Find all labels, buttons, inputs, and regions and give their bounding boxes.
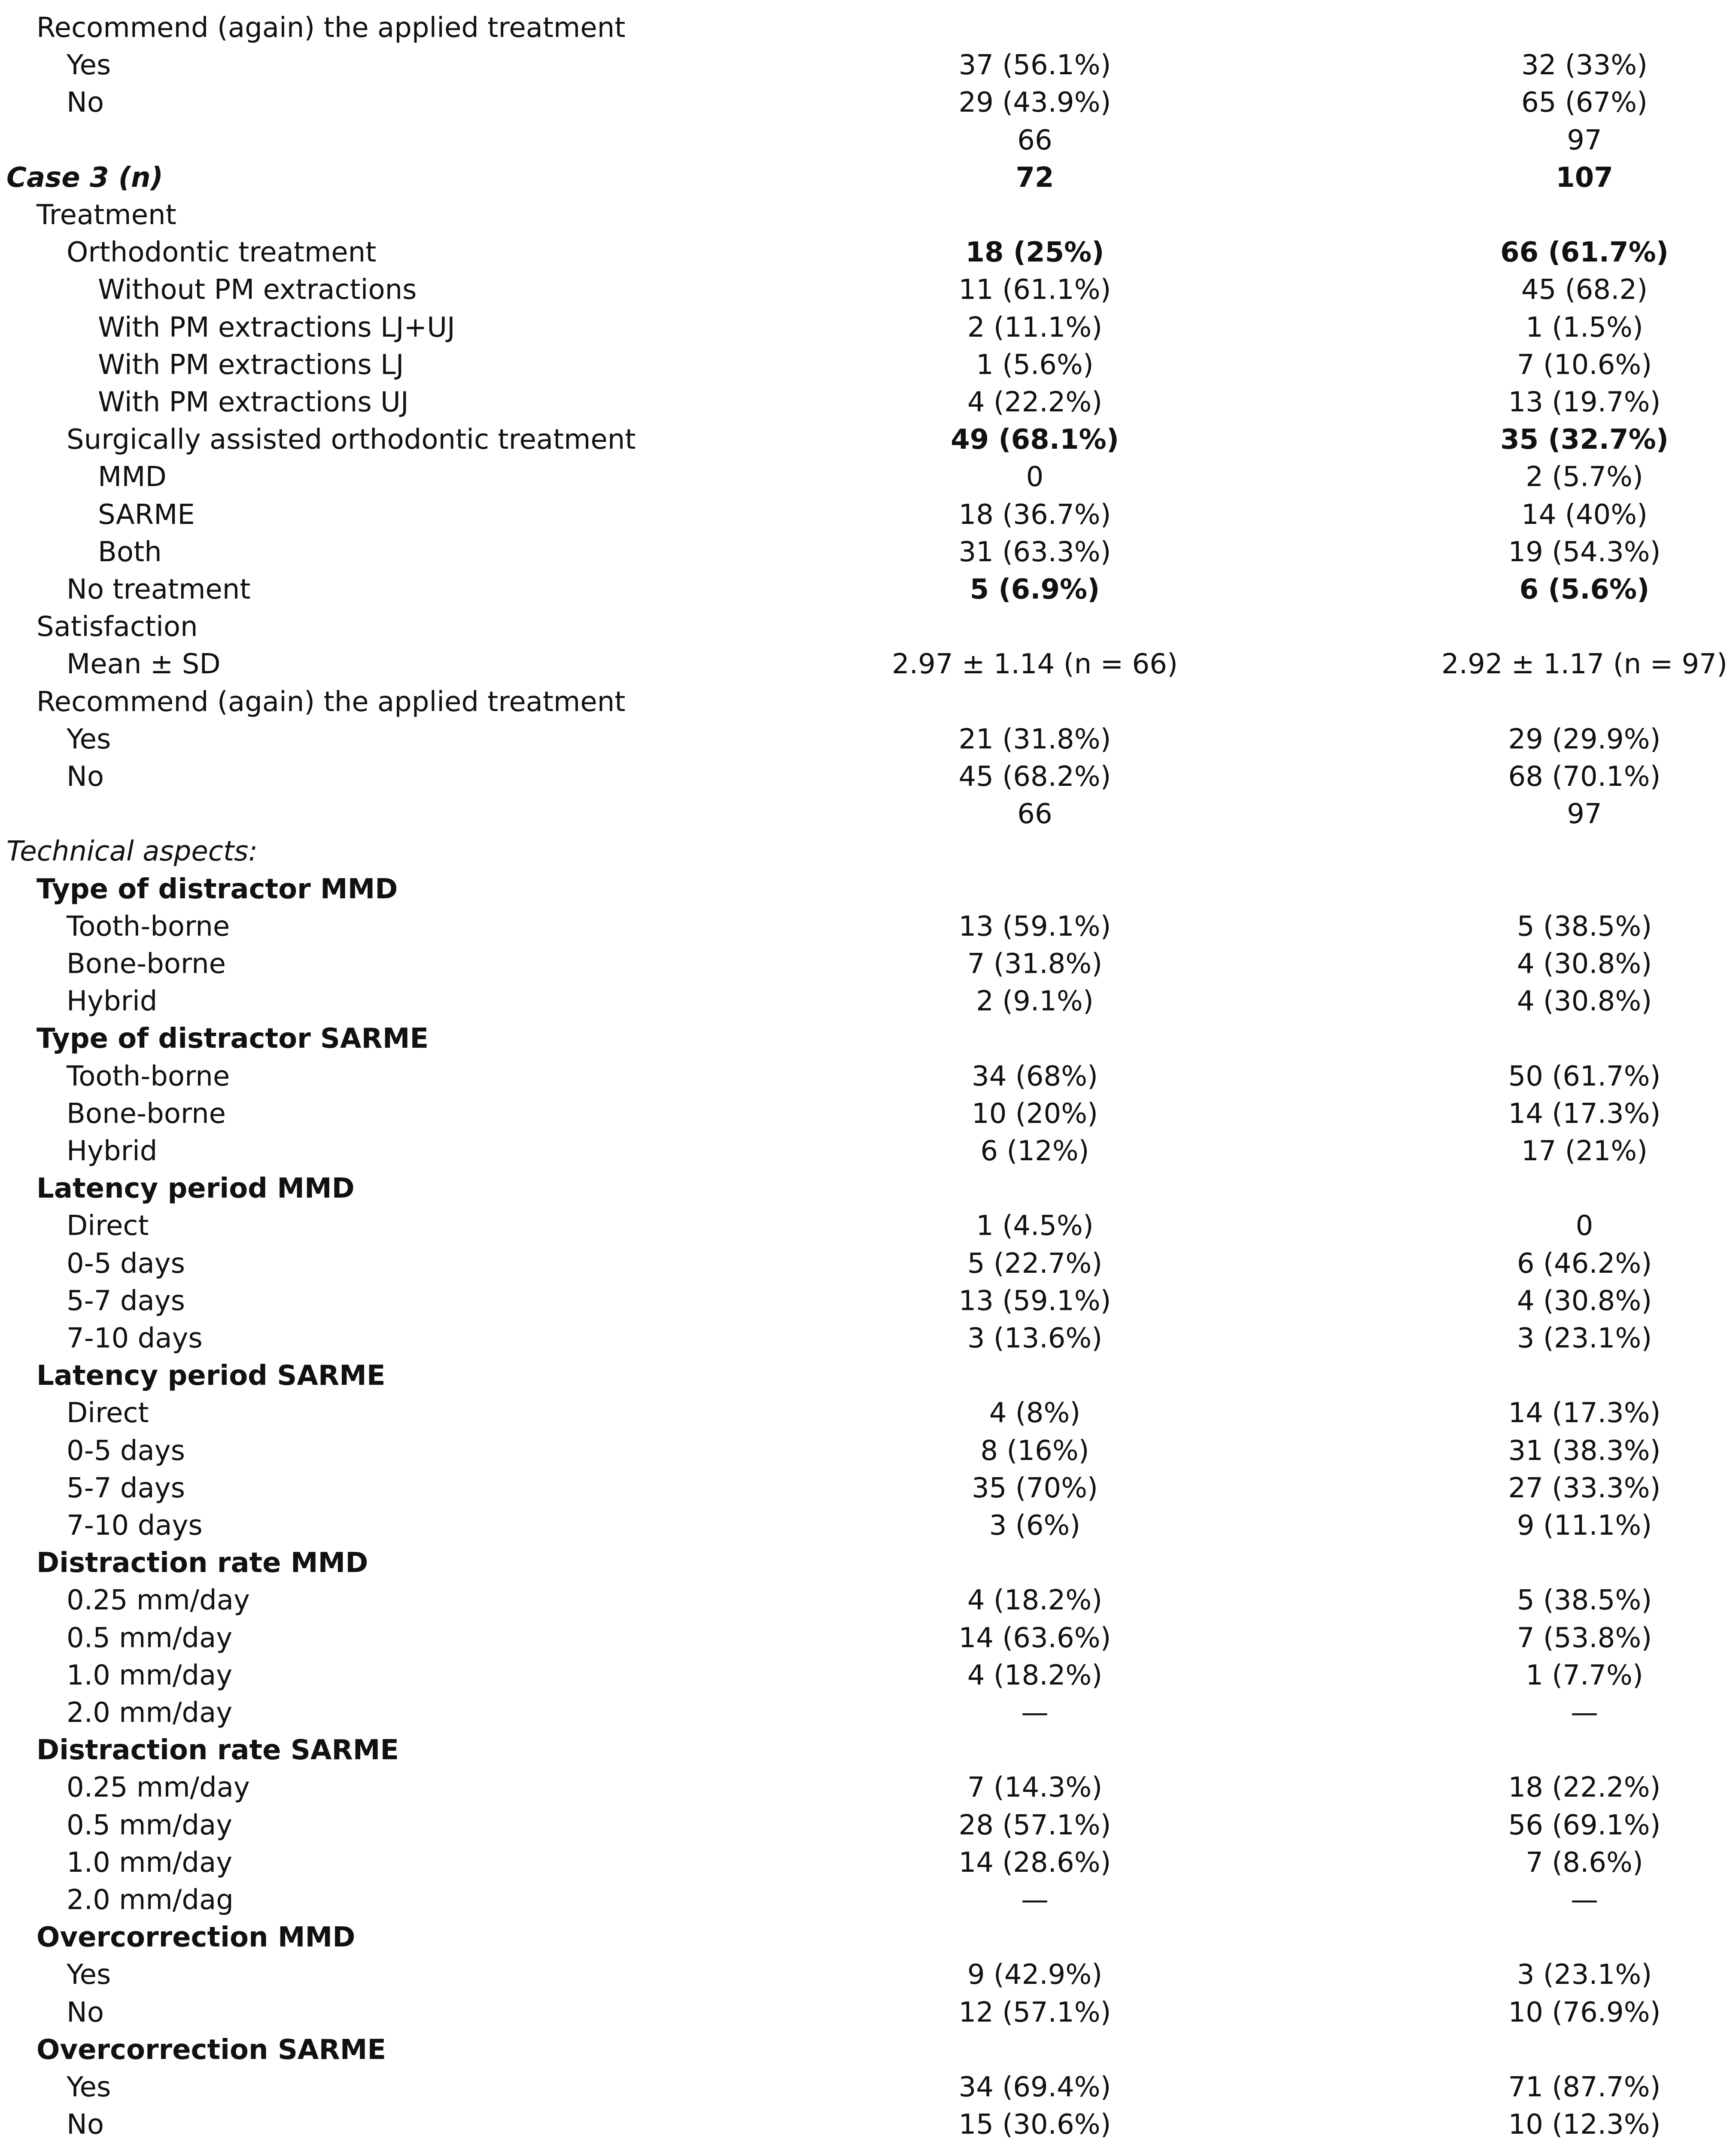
value-group-2: 4 (30.8%) (1517, 1285, 1652, 1317)
value-group-2: 6 (5.6%) (1519, 574, 1650, 605)
value-group-1: 4 (18.2%) (967, 1659, 1103, 1691)
value-group-1: 4 (8%) (989, 1397, 1081, 1429)
value-group-2: 9 (11.1%) (1517, 1510, 1652, 1542)
value-group-1: 29 (43.9%) (958, 87, 1111, 119)
table-row (0, 1395, 1736, 1432)
value-group-1: 3 (6%) (989, 1510, 1081, 1542)
value-group-2: 10 (76.9%) (1508, 1996, 1661, 2028)
table-row (0, 646, 1736, 683)
value-group-1: 14 (63.6%) (958, 1622, 1111, 1654)
row-label: Yes (67, 1959, 111, 1991)
table-row (0, 1769, 1736, 1806)
value-group-2: 31 (38.3%) (1508, 1435, 1661, 1467)
table-row (0, 1882, 1736, 1919)
value-group-1: 0 (1026, 461, 1044, 493)
table-row (0, 1133, 1736, 1170)
value-group-1: 28 (57.1%) (958, 1809, 1111, 1841)
value-group-2: 65 (67%) (1521, 87, 1648, 119)
value-group-1: 34 (69.4%) (958, 2071, 1111, 2103)
value-group-1: 6 (12%) (980, 1135, 1089, 1167)
value-group-2: 19 (54.3%) (1508, 536, 1661, 568)
row-label: Overcorrection SARME (36, 2034, 386, 2066)
table-row (0, 2069, 1736, 2106)
row-label: 7-10 days (67, 1510, 203, 1542)
value-group-2: 2.92 ± 1.17 (n = 97) (1441, 648, 1727, 681)
row-label: No (67, 761, 104, 793)
value-group-2: 10 (12.3%) (1508, 2109, 1661, 2141)
value-group-2: 4 (30.8%) (1517, 985, 1652, 1018)
table-row (0, 684, 1736, 721)
table-row (0, 1470, 1736, 1507)
row-label: 7-10 days (67, 1323, 203, 1354)
table-row (0, 796, 1736, 833)
value-group-2: 2 (5.7%) (1526, 461, 1643, 493)
row-label: Overcorrection MMD (36, 1922, 356, 1954)
value-group-1: 9 (42.9%) (967, 1959, 1103, 1991)
value-group-2: 29 (29.9%) (1508, 723, 1661, 755)
row-label: 0-5 days (67, 1435, 185, 1467)
value-group-2: 14 (40%) (1521, 499, 1648, 531)
row-label: Distraction rate SARME (36, 1734, 399, 1767)
table-row (0, 2106, 1736, 2144)
value-group-1: 4 (18.2%) (967, 1584, 1103, 1617)
value-group-2: 35 (32.7%) (1500, 424, 1669, 456)
value-group-2: 5 (38.5%) (1517, 910, 1652, 943)
value-group-2: 71 (87.7%) (1508, 2071, 1661, 2103)
value-group-1: 14 (28.6%) (958, 1846, 1111, 1879)
value-group-1: 72 (1015, 161, 1054, 194)
value-group-1: — (1021, 1697, 1049, 1729)
value-group-1: 2 (11.1%) (967, 311, 1103, 344)
table-row (0, 159, 1736, 197)
value-group-2: 56 (69.1%) (1508, 1809, 1661, 1841)
table-row (0, 2031, 1736, 2069)
value-group-1: 15 (30.6%) (958, 2109, 1111, 2141)
table-row (0, 47, 1736, 84)
value-group-2: 50 (61.7%) (1508, 1060, 1661, 1092)
value-group-1: 4 (22.2%) (967, 386, 1103, 418)
table-row (0, 871, 1736, 908)
value-group-2: 1 (1.5%) (1526, 311, 1643, 344)
table-row (0, 234, 1736, 271)
value-group-1: 45 (68.2%) (958, 761, 1111, 793)
table-row (0, 459, 1736, 496)
value-group-2: — (1571, 1697, 1598, 1729)
row-label: 0.25 mm/day (67, 1584, 250, 1617)
row-label: 2.0 mm/day (67, 1697, 233, 1729)
table-row (0, 1844, 1736, 1882)
value-group-2: 7 (10.6%) (1517, 349, 1652, 381)
row-label: Direct (67, 1210, 149, 1242)
value-group-2: 107 (1556, 161, 1613, 194)
value-group-1: 7 (14.3%) (967, 1772, 1103, 1804)
value-group-2: 45 (68.2) (1521, 274, 1648, 306)
value-group-2: 4 (30.8%) (1517, 948, 1652, 980)
row-label: No (67, 87, 104, 119)
value-group-2: 97 (1567, 798, 1602, 830)
row-label: Tooth-borne (67, 910, 230, 943)
value-group-2: — (1571, 1884, 1598, 1916)
value-group-2: 7 (8.6%) (1526, 1846, 1643, 1879)
table-row (0, 946, 1736, 983)
value-group-1: 10 (20%) (972, 1098, 1098, 1130)
value-group-2: 66 (61.7%) (1500, 237, 1669, 269)
table-row (0, 1020, 1736, 1058)
row-label: Without PM extractions (98, 274, 417, 306)
value-group-1: — (1021, 1884, 1049, 1916)
value-group-1: 13 (59.1%) (958, 1285, 1111, 1317)
value-group-2: 3 (23.1%) (1517, 1959, 1652, 1991)
table-row (0, 421, 1736, 459)
value-group-1: 49 (68.1%) (951, 424, 1119, 456)
table-row (0, 608, 1736, 646)
row-label: 0.5 mm/day (67, 1809, 233, 1841)
table-row (0, 1320, 1736, 1357)
value-group-2: 7 (53.8%) (1517, 1622, 1652, 1654)
table-row (0, 534, 1736, 571)
table-row (0, 758, 1736, 796)
row-label: MMD (98, 461, 167, 493)
row-label: 0.5 mm/day (67, 1622, 233, 1654)
value-group-1: 12 (57.1%) (958, 1996, 1111, 2028)
value-group-1: 21 (31.8%) (958, 723, 1111, 755)
row-label: Hybrid (67, 1135, 158, 1167)
value-group-2: 5 (38.5%) (1517, 1584, 1652, 1617)
row-label: Recommend (again) the applied treatment (36, 686, 626, 718)
value-group-1: 11 (61.1%) (958, 274, 1111, 306)
row-label: 0.25 mm/day (67, 1772, 250, 1804)
value-group-2: 27 (33.3%) (1508, 1472, 1661, 1504)
value-group-2: 17 (21%) (1521, 1135, 1648, 1167)
value-group-1: 1 (4.5%) (976, 1210, 1094, 1242)
value-group-2: 14 (17.3%) (1508, 1397, 1661, 1429)
row-label: No (67, 1996, 104, 2028)
table-row (0, 1207, 1736, 1245)
value-group-1: 8 (16%) (980, 1435, 1089, 1467)
row-label: With PM extractions LJ+UJ (98, 311, 455, 344)
value-group-1: 2 (9.1%) (976, 985, 1094, 1018)
row-label: Latency period MMD (36, 1173, 355, 1205)
table-row (0, 1994, 1736, 2031)
value-group-2: 32 (33%) (1521, 49, 1648, 82)
value-group-1: 66 (1017, 124, 1052, 156)
row-label: With PM extractions LJ (98, 349, 404, 381)
value-group-1: 18 (25%) (965, 237, 1104, 269)
row-label: Type of distractor MMD (36, 873, 398, 905)
table-row (0, 908, 1736, 946)
table-row (0, 983, 1736, 1020)
table-row (0, 1507, 1736, 1545)
value-group-1: 5 (6.9%) (970, 574, 1100, 605)
row-label: Mean ± SD (67, 648, 221, 681)
table-row (0, 1919, 1736, 1956)
row-label: Yes (67, 2071, 111, 2103)
table-row (0, 197, 1736, 234)
value-group-1: 7 (31.8%) (967, 948, 1103, 980)
value-group-1: 35 (70%) (972, 1472, 1098, 1504)
table-row (0, 271, 1736, 309)
row-label: 2.0 mm/dag (67, 1884, 234, 1916)
table-row (0, 309, 1736, 347)
row-label: SARME (98, 499, 195, 531)
table-row (0, 1245, 1736, 1283)
row-label: Yes (67, 723, 111, 755)
table-row (0, 1357, 1736, 1395)
value-group-1: 1 (5.6%) (976, 349, 1094, 381)
table-row (0, 1058, 1736, 1095)
row-label: Yes (67, 49, 111, 82)
row-label: Both (98, 536, 162, 568)
value-group-1: 18 (36.7%) (958, 499, 1111, 531)
value-group-2: 1 (7.7%) (1526, 1659, 1643, 1691)
table-row (0, 347, 1736, 384)
value-group-1: 37 (56.1%) (958, 49, 1111, 82)
row-label: 1.0 mm/day (67, 1846, 233, 1879)
table-row (0, 1620, 1736, 1657)
row-label: Satisfaction (36, 611, 198, 643)
table-row (0, 1432, 1736, 1470)
table-row (0, 1545, 1736, 1582)
value-group-1: 3 (13.6%) (967, 1323, 1103, 1354)
row-label: Bone-borne (67, 1098, 226, 1130)
row-label: No (67, 2109, 104, 2141)
value-group-2: 18 (22.2%) (1508, 1772, 1661, 1804)
value-group-1: 66 (1017, 798, 1052, 830)
value-group-2: 0 (1575, 1210, 1593, 1242)
value-group-2: 68 (70.1%) (1508, 761, 1661, 793)
table-row (0, 1095, 1736, 1133)
row-label: 5-7 days (67, 1472, 185, 1504)
row-label: Bone-borne (67, 948, 226, 980)
row-label: Surgically assisted orthodontic treatment (67, 424, 636, 456)
value-group-1: 5 (22.7%) (967, 1247, 1103, 1280)
row-label: Treatment (36, 199, 176, 231)
table-row (0, 1283, 1736, 1320)
row-label: 5-7 days (67, 1285, 185, 1317)
table-row (0, 833, 1736, 870)
value-group-2: 13 (19.7%) (1508, 386, 1661, 418)
value-group-1: 2.97 ± 1.14 (n = 66) (892, 648, 1178, 681)
row-label: Direct (67, 1397, 149, 1429)
row-label: Tooth-borne (67, 1060, 230, 1092)
value-group-2: 14 (17.3%) (1508, 1098, 1661, 1130)
table-row (0, 1732, 1736, 1769)
table-row (0, 1657, 1736, 1694)
table-row (0, 496, 1736, 534)
value-group-1: 34 (68%) (972, 1060, 1098, 1092)
row-label: 0-5 days (67, 1247, 185, 1280)
row-label: Technical aspects: (6, 836, 258, 868)
table-row (0, 1956, 1736, 1994)
table-row (0, 122, 1736, 159)
table-row (0, 84, 1736, 122)
row-label: Type of distractor SARME (36, 1023, 429, 1055)
row-label: Case 3 (n) (6, 161, 163, 194)
value-group-2: 6 (46.2%) (1517, 1247, 1652, 1280)
table-row (0, 384, 1736, 421)
row-label: Distraction rate MMD (36, 1547, 368, 1579)
row-label: No treatment (67, 574, 251, 605)
row-label: Hybrid (67, 985, 158, 1018)
table-row (0, 1582, 1736, 1619)
row-label: With PM extractions UJ (98, 386, 409, 418)
table-row (0, 9, 1736, 47)
table-row (0, 1807, 1736, 1844)
table-row (0, 721, 1736, 758)
value-group-2: 3 (23.1%) (1517, 1323, 1652, 1354)
table-row (0, 571, 1736, 608)
table-row (0, 1170, 1736, 1207)
value-group-1: 13 (59.1%) (958, 910, 1111, 943)
table-row (0, 1694, 1736, 1732)
row-label: Orthodontic treatment (67, 237, 377, 269)
value-group-2: 97 (1567, 124, 1602, 156)
row-label: Recommend (again) the applied treatment (36, 12, 626, 44)
row-label: Latency period SARME (36, 1360, 386, 1392)
row-label: 1.0 mm/day (67, 1659, 233, 1691)
value-group-1: 31 (63.3%) (958, 536, 1111, 568)
